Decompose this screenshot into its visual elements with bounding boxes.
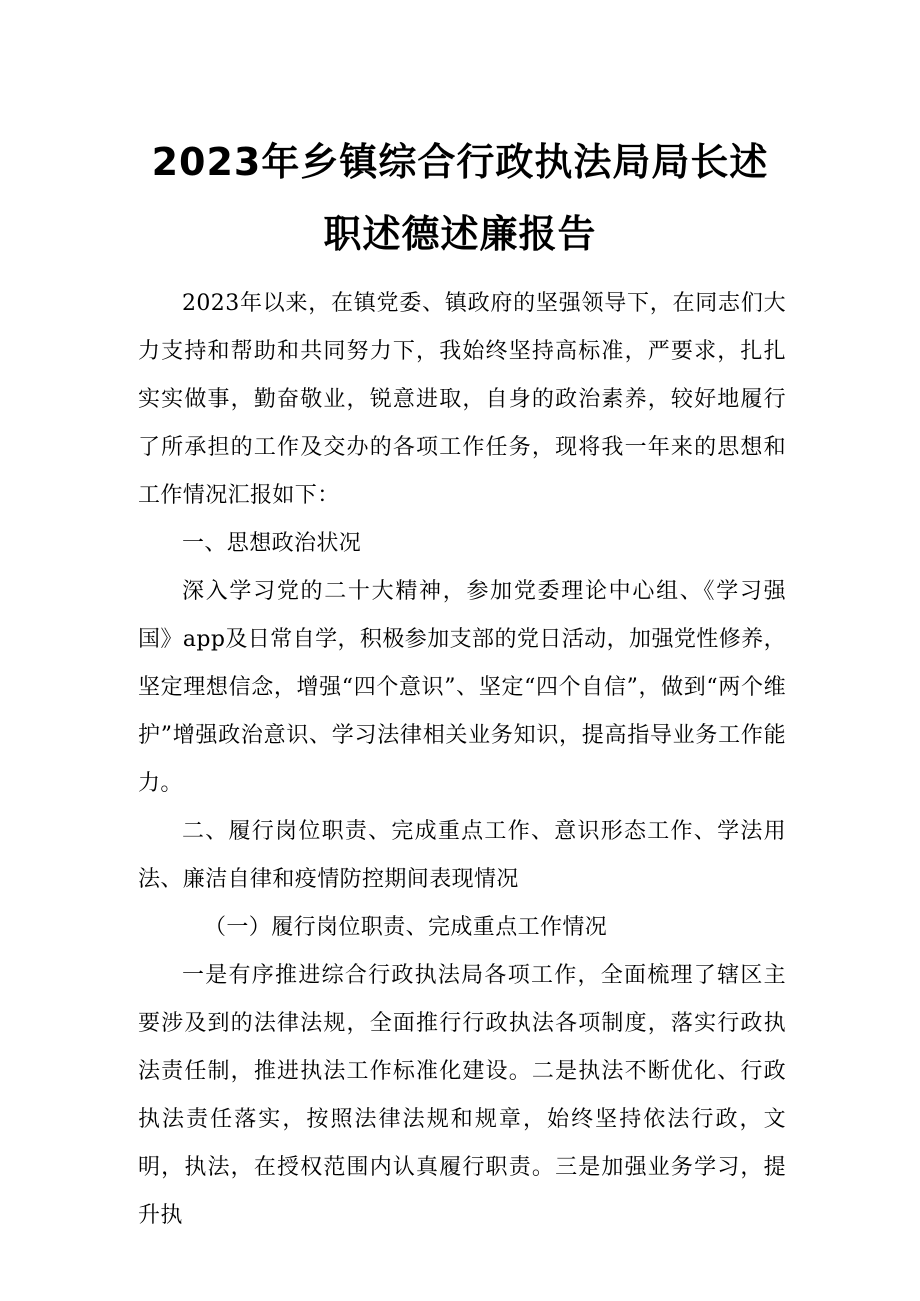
paragraph-intro: 2023年以来，在镇党委、镇政府的坚强领导下，在同志们大力支持和帮助和共同努力下，我始终坚持高标准，严要求，扎扎实实做事，勤奋敬业，锐意进取，自身的政治素养，较好地履行了所承担的工作及交办的各项工作任务，现将我一年来的思想和工作情况汇报如下：	[138, 291, 786, 508]
section-heading-1: 一、思想政治状况	[182, 531, 362, 556]
document-body	[138, 280, 786, 1240]
document-title-line-2: 职述德述廉报告	[323, 212, 597, 256]
paragraph-ideology: 深入学习党的二十大精神，参加党委理论中心组、《学习强国》app及日常自学，积极参加支部的党日活动，加强党性修养，坚定理想信念，增强“四个意识”、坚定“四个自信”，做到“两个维护”增强政治意识、学习法律相关业务知识，提高指导业务工作能力。	[138, 579, 786, 796]
subsection-heading-1: （一）履行岗位职责、完成重点工作情况	[204, 915, 608, 940]
document-title-line-1: 2023年乡镇综合行政执法局局长述	[151, 140, 769, 184]
section-heading-2: 二、履行岗位职责、完成重点工作、意识形态工作、学法用法、廉洁自律和疫情防控期间表现情况	[138, 819, 786, 892]
paragraph-duties: 一是有序推进综合行政执法局各项工作，全面梳理了辖区主要涉及到的法律法规，全面推行行政执法各项制度，落实行政执法责任制，推进执法工作标准化建设。二是执法不断优化、行政执法责任落实，按照法律法规和规章，始终坚持依法行政，文明，执法，在授权范围内认真履行职责。三是加强业务学习，提升执	[138, 963, 786, 1228]
